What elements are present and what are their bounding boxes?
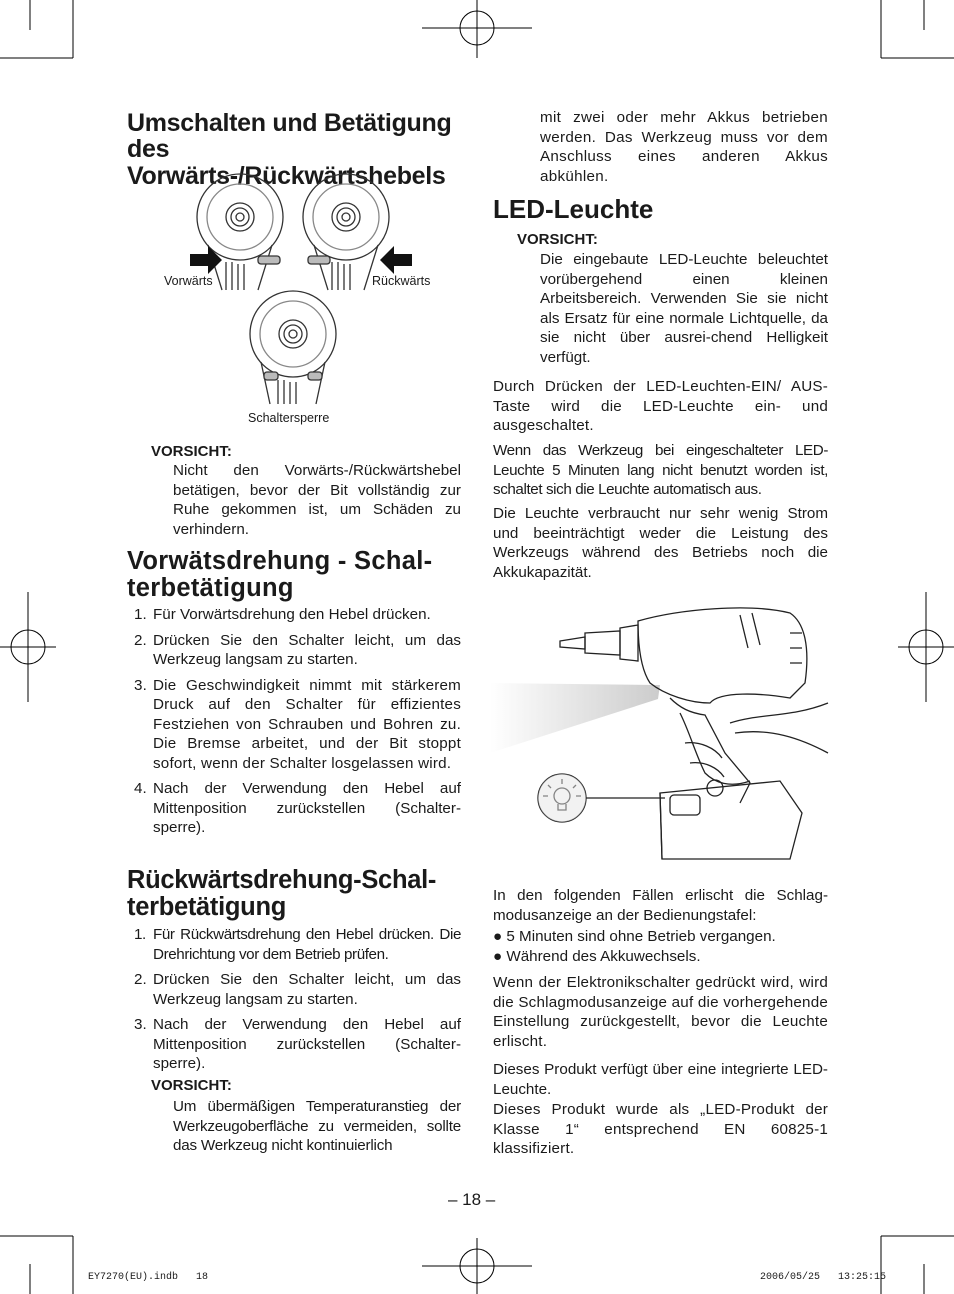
continued-text: mit zwei oder mehr Akkus betrieben werden. Das Werkzeug muss vor dem Anschluss eines anderen Akkus abkühlen. (540, 109, 828, 185)
steps-reverse (127, 925, 461, 1080)
list-item: 2. Drücken Sie den Schalter leicht, um das Werkzeug langsam zu starten. (134, 971, 461, 1008)
section-heading-lever: Umschalten und Betätigung des Vorwärts-/Rückwärtshebels (127, 109, 452, 190)
paragraph-3: Die Leuchte verbraucht nur sehr wenig Strom und beeinträchtigt weder die Leistung des Werkzeugs während des Betriebs noch die Akkukapazität. (493, 505, 828, 581)
section-heading-led: LED-Leuchte (493, 194, 654, 224)
label-reverse: Rückwärts (372, 274, 431, 288)
warning-title-1: VORSICHT: (151, 443, 232, 460)
paragraph-7: Dieses Produkt wurde als „LED-Produkt der Klasse 1“ entsprechend EN 60825-1 klassifiziert. (493, 1101, 828, 1157)
warning-text-2: Um übermäßigen Temperaturanstieg der Werkzeugoberfläche zu vermeiden, sollte das Werkzeug nicht kontinuierlich (173, 1098, 461, 1154)
warning-text-1: Nicht den Vorwärts-/Rückwärtshebel betätigen, bevor der Bit vollständig zur Ruhe gekommen ist, um Schäden zu verhindern. (173, 462, 461, 538)
section-heading-forward: Vorwätsdrehung - Schal-terbetätigung (127, 547, 433, 602)
label-forward: Vorwärts (164, 274, 213, 288)
page-number: – 18 – (448, 1190, 496, 1209)
paragraph-6: Dieses Produkt verfügt über eine integrierte LED-Leuchte. (493, 1061, 828, 1098)
warning-title-2: VORSICHT: (151, 1077, 232, 1094)
section-heading-reverse: Rückwärtsdrehung-Schal-terbetätigung (127, 866, 437, 921)
drill-illustration (490, 603, 830, 863)
label-lock: Schaltersperre (248, 411, 330, 425)
footer-file: EY7270(EU).indb 18 (88, 1272, 209, 1283)
list-item: 2. Drücken Sie den Schalter leicht, um das Werkzeug langsam zu starten. (134, 631, 461, 668)
steps-forward (127, 605, 461, 844)
footer-datetime: 2006/05/25 13:25:15 (760, 1272, 887, 1283)
warning-title-led: VORSICHT: (517, 231, 598, 248)
paragraph-2: Wenn das Werkzeug bei eingeschalteter LED-Leuchte 5 Minuten lang nicht benutzt worden ist, schaltet sich die Leuchte automatisch aus. (493, 442, 828, 498)
lever-figure (150, 172, 450, 412)
list-item: 1. Für Vorwärtsdrehung den Hebel drücken. (134, 606, 431, 623)
list-item: 4. Nach der Verwendung den Hebel auf Mittenposition zurückstellen (Schalter-sperre). (134, 780, 461, 836)
list-item: 1. Für Rückwärtsdrehung den Hebel drücken. Die Drehrichtung vor dem Betrieb prüfen. (134, 926, 461, 963)
list-item: ● 5 Minuten sind ohne Betrieb vergangen. (493, 928, 776, 945)
warning-text-led: Die eingebaute LED-Leuchte beleuchtet vorübergehend einen kleinen Arbeitsbereich. Verwenden Sie sie nicht als Ersatz für eine normale Lichtquelle, da sie nicht über ausrei-chend Helligkeit verfügt. (540, 251, 828, 366)
list-item: 3. Die Geschwindigkeit nimmt mit stärkerem Druck auf den Schalter für effizientes Festziehen von Schrauben und Bohren zu. Die Bremse arbeitet, und der Bit stoppt sofort, wenn der Schalter losgelassen wird. (134, 676, 461, 772)
list-item: ● Während des Akkuwechsels. (493, 947, 701, 965)
bullet-list (493, 927, 828, 966)
paragraph-5: Wenn der Elektronikschalter gedrückt wird, wird die Schlagmodusanzeige auf die vorhergehende Einstellung zurückgestellt, bevor die Leuchte erlischt. (493, 974, 828, 1050)
list-item: 3. Nach der Verwendung den Hebel auf Mittenposition zurückstellen (Schalter-sperre). (134, 1016, 461, 1072)
paragraph-1: Durch Drücken der LED-Leuchten-EIN/ AUS-Taste wird die LED-Leuchte ein- und ausgeschaltet. (493, 378, 828, 434)
paragraph-4: In den folgenden Fällen erlischt die Schlag-modusanzeige an der Bedienungstafel: (493, 887, 828, 924)
